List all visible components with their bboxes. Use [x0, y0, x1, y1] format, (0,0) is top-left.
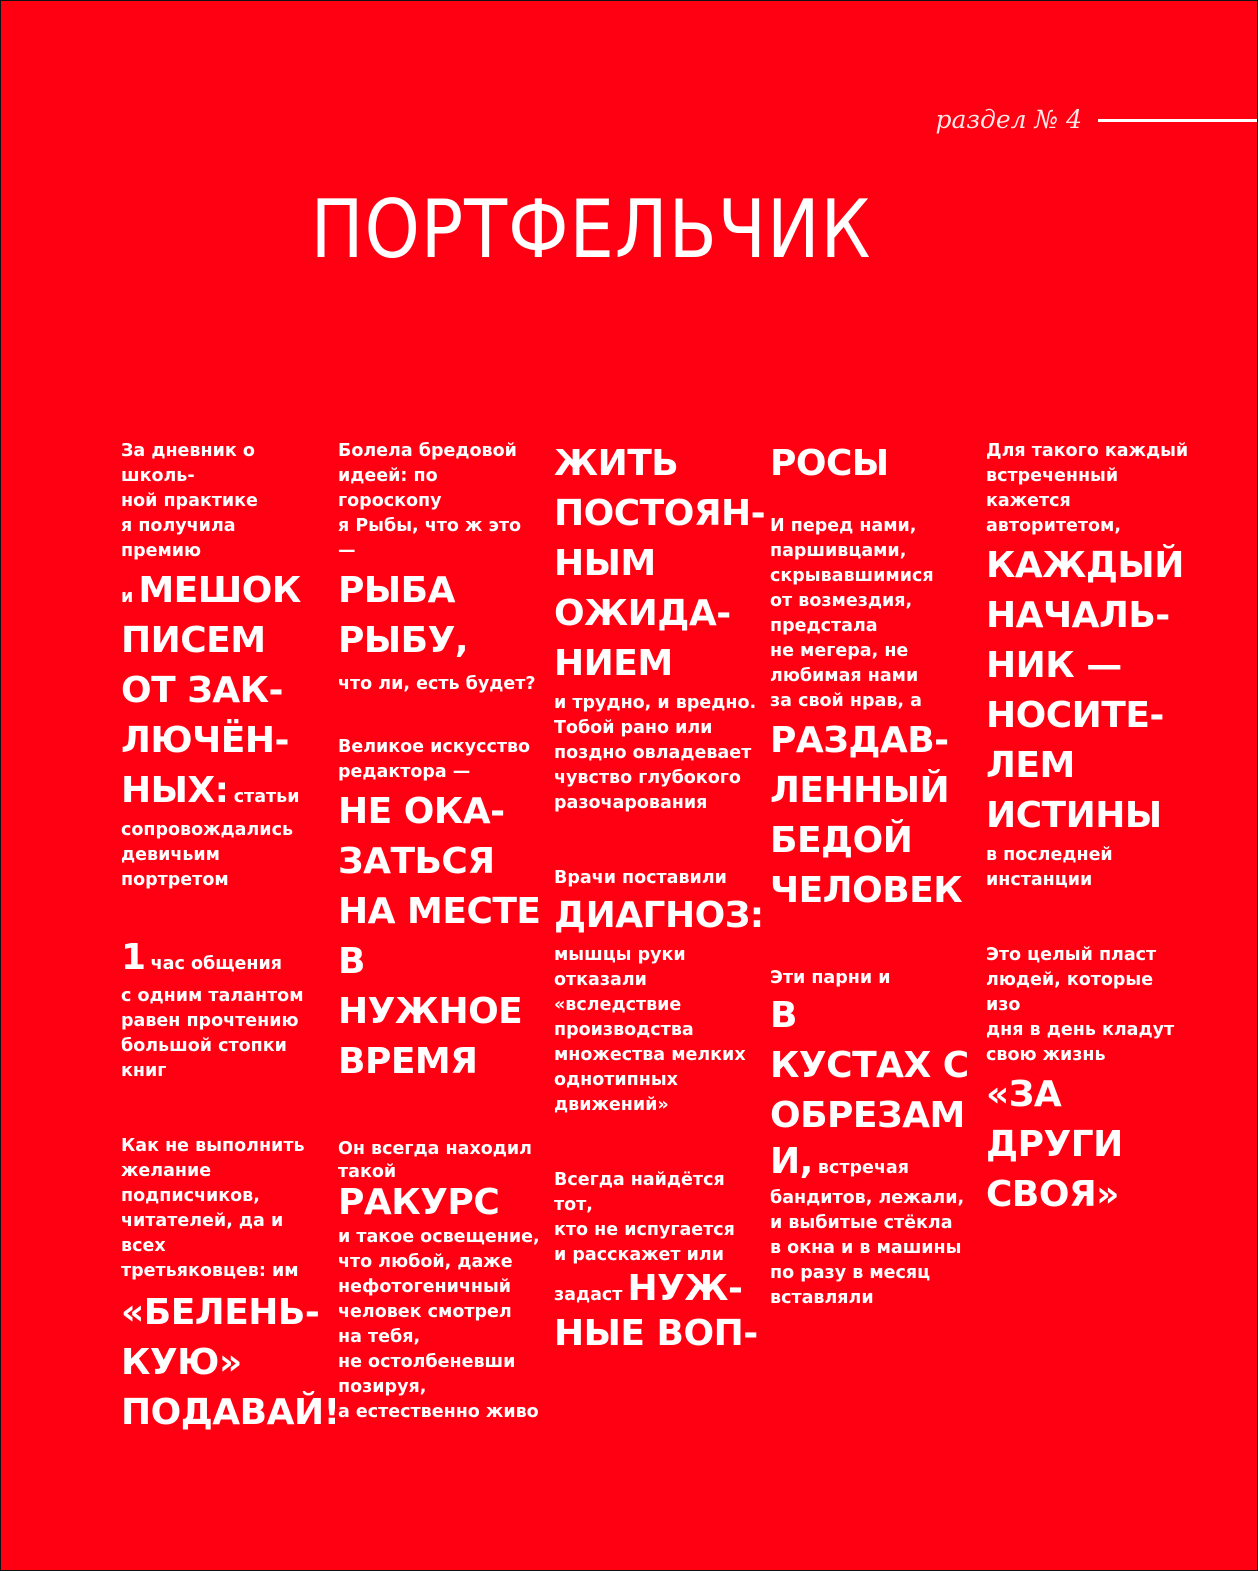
quote-block	[554, 1268, 759, 1309]
quote-highlight: «ЗА ДРУГИ СВОЯ»	[986, 1074, 1123, 1215]
quote-block	[338, 1162, 543, 1223]
text-block: И перед нами, паршивцами, скрывавшимися от возмездия, предстала не мегера, не любимая нами за свой нрав, а	[770, 516, 934, 711]
text-block: с одним талантом равен прочтению большой стопки книг	[121, 986, 304, 1081]
page-title: ПОРТФЕЛЬЧИК	[310, 183, 872, 276]
quote-highlight: В КУСТАХ С ОБРЕЗАМ	[770, 995, 969, 1136]
text-tail: час общения	[150, 954, 282, 974]
quote-highlight: МЕШОК ПИСЕМ ОТ ЗАК- ЛЮЧЁН- НЫХ:	[121, 570, 301, 811]
column-2	[338, 439, 543, 1425]
text-block: Это целый пласт людей, которые изо дня в день кладут свою жизнь	[986, 945, 1175, 1065]
quote-highlight: РОСЫ	[770, 443, 889, 484]
text-block: Эти парни и	[770, 968, 891, 988]
text-block: и трудно, и вредно. Тобой рано или поздно овладевает чувство глубокого разочарования	[554, 693, 757, 813]
quote-highlight: ЖИТЬ ПОСТОЯН- НЫМ ОЖИДА- НИЕМ	[554, 443, 766, 684]
text-block: мышцы руки отказали «вследствие производства множества мелких однотипных движений»	[554, 945, 746, 1115]
column-3	[554, 439, 766, 1359]
text-tail: статьи	[233, 787, 300, 807]
quote-highlight: И,	[770, 1141, 813, 1182]
column-4	[770, 439, 975, 1311]
quote-highlight: НЕ ОКА- ЗАТЬСЯ НА МЕСТЕ В НУЖНОЕ ВРЕМЯ	[338, 791, 541, 1082]
quote-block	[121, 937, 321, 978]
text-block: и такое освещение, что любой, даже нефотогеничный человек смотрел на тебя, не остолбеневши позируя, а естественно живо	[338, 1227, 540, 1422]
text-block: Для такого каждый встреченный кажется авторитетом,	[986, 441, 1189, 536]
quote-block	[770, 1141, 975, 1182]
quote-highlight: РЫБА РЫБУ,	[338, 570, 469, 661]
quote-highlight: РАКУРС	[338, 1182, 500, 1223]
text-block: в последней инстанции	[986, 845, 1113, 890]
text-tail: встречая	[817, 1158, 909, 1178]
column-1	[121, 439, 340, 1438]
text-block: Болела бредовой идеей: по гороскопу я Рыбы, что ж это —	[338, 441, 522, 561]
text-block: сопровождались девичьим портретом	[121, 820, 294, 890]
quote-highlight: РАЗДАВ- ЛЕННЫЙ БЕДОЙ ЧЕЛОВЕК	[770, 720, 963, 911]
text-block: Великое искусство редактора —	[338, 737, 531, 782]
text-block: Он всегда находил	[338, 1139, 532, 1159]
quote-highlight: 1	[121, 937, 146, 978]
column-5	[986, 439, 1191, 1220]
quote-highlight: «БЕЛЕНЬ- КУЮ» ПОДАВАЙ!	[121, 1292, 340, 1433]
text-block: За дневник о школь- ной практике я получила премию	[121, 441, 258, 561]
text-block: бандитов, лежали, и выбитые стёкла в окна и в машины по разу в месяц вставляли	[770, 1188, 965, 1308]
section-label: раздел № 4	[935, 105, 1082, 134]
quote-highlight: КАЖДЫЙ НАЧАЛЬ- НИК — НОСИТЕ- ЛЕМ ИСТИНЫ	[986, 545, 1184, 836]
text-lead: и	[121, 587, 134, 607]
text-lead: задаст	[554, 1285, 623, 1305]
section-rule	[1098, 119, 1258, 122]
text-lead: такой	[338, 1162, 397, 1182]
text-block: что ли, есть будет?	[338, 674, 536, 694]
quote-highlight: ДИАГНОЗ:	[554, 895, 764, 936]
text-block: Всегда найдётся тот, кто не испугается и расскажет или	[554, 1170, 735, 1265]
quote-highlight: НУЖ-	[627, 1268, 743, 1309]
quote-block	[121, 566, 321, 816]
quote-highlight: НЫЕ ВОП-	[554, 1313, 758, 1354]
text-block: Врачи поставили	[554, 868, 727, 888]
text-block: Как не выполнить желание подписчиков, читателей, да и всех третьяковцев: им	[121, 1136, 305, 1281]
